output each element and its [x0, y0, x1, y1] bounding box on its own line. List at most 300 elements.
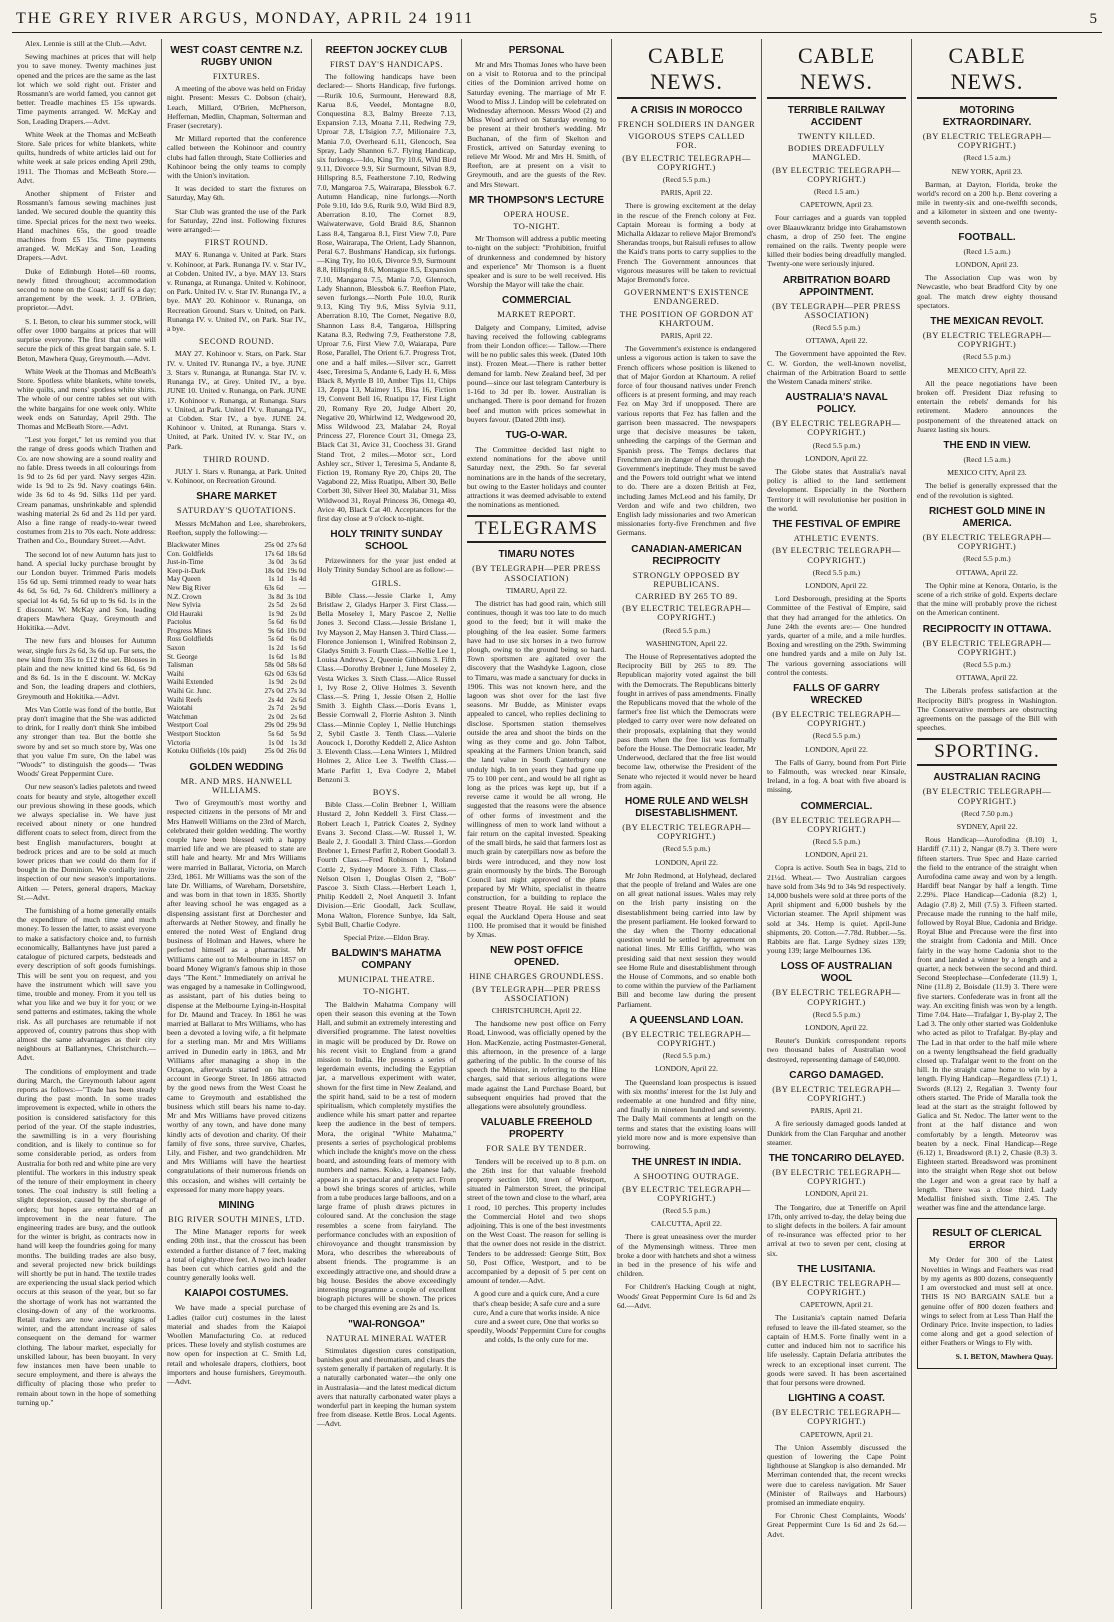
lusitania-credit: (BY ELECTRIC TELEGRAPH—COPYRIGHT.)	[772, 1277, 901, 1298]
homerule-credit: (BY ELECTRIC TELEGRAPH—COPYRIGHT.)	[622, 822, 751, 842]
reciprocity-body: The House of Representatives adopted the Reciprocity Bill by 265 to 89. The Republican majority voted against the bill with the Democrats. The Republicans bitterly fought in arrives of pass amendments. Finally the Republicans moved that the whole of the farmer's free list which the Democrats were pledged to carry over were now defeated on their proposals, explaining that they would pass them when the free list was formally before the House. The Democratic leader, Mr Underwood, declared that the free list would become law, otherwise the President of the Senate who rejected it would never be heard from again.	[617, 651, 756, 790]
share-row	[167, 661, 306, 670]
share-buyers: 5s 6d	[268, 618, 284, 627]
railway-dateline: CAPETOWN, April 23.	[800, 200, 873, 210]
col1-paragraph: "Lest you forget," let us remind you that the range of dress goods which Trathen and Co. are now showing are a sound reality and no fable. Dress tweeds in all colourings from 1s 9d to 2s 6d per yard. Navy serges 42in. wide 1s 9d to 2s 9d. Navy coatings 64in. wide 3s 6d to 4s 9d. Silks 11d per yard. Cream panamas, unshrinkable and splendid washing material 2s 6d and 2s 11d per yard. Also a fine range of ready-to-wear tweed costumes from 21s to 70s each. Note address: Trathen and Co., Boundary Street.—Advt.	[17, 435, 156, 546]
share-sellers: 6s 0d	[290, 618, 306, 627]
col1-paragraph: The conditions of employment and trade during March, the Greymouth labour agent reports as follows:—"Trade has been steady during the past month. In some trades improvement is expected, while in others the position is considered satisfactory for this period of the year. Of the staple industries, the sawmilling is in a very flourishing condition, and is likely to continue so for some considerable period, as orders from Australia for both red and white pine are very plentiful. The workers in this industry speak of the tenure of their employment in cheery tones. The coal industry is still feeling a slight depression, caused by the shortage of orders; but hopes are entertained of an improvement in the near future. The engineering trades are busy, and the outlook for the winter is bright, as contracts now in hand will keep the foundries going for many months. The building trades are also busy, and several projected new brick buildings will shortly be put in hand. The textile trades are experiencing the usual slack period which occurs at this season of the year, but so far the shortage of work has not warranted the closing-down of any of the workrooms. Retail traders are now awaiting signs of winter, and the attendant increase of sales consequent on the demand for warmer clothing. The labour market, especially for unskilled labour, has been buoyant. In very few instances men have been unable to secure employment, and there is always the difficulty of placing those who prefer to remain about town in the hope of something turning up."	[17, 1066, 156, 1407]
clerical-body: My Order for 300 of the Latest Novelties in Wings and Feathers was read by my agents as 800 dozens, consequently I am overstocked and must sell at once. THIS IS NO BARGAIN SALE but a genuine offer of 800 dozen feathers and wings to select from at Less Than Half the Ordinary Price. Invite inspection, to ladies come along and get a good selection of either Feathers or Wings to Fly with.	[921, 1255, 1053, 1348]
festival-rec: (Recd 5.5 p.m.)	[812, 567, 861, 577]
lusitania-heading: THE LUSITANIA.	[797, 1263, 876, 1275]
share-name: Waiotahi	[167, 704, 193, 713]
share-name: Keep-it-Dark	[167, 566, 206, 575]
col1-paragraph: The second lot of new Autumn hats just to hand. A special lucky purchase brought by our London buyer. Trimmed Paris models 15s 6d up. Semi trimmed ready to wear hats 4s 6d, 5s 6d, 7s 6d. Children's millinery a special lot 4s 6d, 5s 6d up to 9s 6d. 1s in the £ discount. W. McKay and Son, leading drapers Mawhera Quay, Greymouth and Hokitika.—Advt.	[17, 549, 156, 633]
share-row	[167, 584, 306, 593]
wairongoa-sub: NATURAL MINERAL WATER	[326, 1332, 447, 1343]
postoffice-body: The handsome new post office on Ferry Road, Linwood, was officially opened by the Hon. MacKenzie, acting Postmaster-General, this afternoon, in the presence of a large gathering of the public. In the course of his speech the Minister, in referring to the Hine charges, said that serious allegations were made against the Land Purchase Board, but subsequent enquiries had proved that the allegations were absolutely groundless.	[467, 1019, 606, 1112]
tugofwar-body: The Committee decided last night to extend nominations for the above until Saturday next, the 29th. So far several nominations are in the hands of the secretary, but owing to the Easter holidays and counter attractions it was deemed advisable to extend the nominations as mentioned.	[467, 444, 606, 510]
naval-heading: AUSTRALIA'S NAVAL POLICY.	[785, 392, 888, 416]
share-buyers: 1s 0d	[268, 738, 284, 747]
mining-body: The Mine Manager reports for week ending 20th inst., that the crosscut has been extended a further distance of 7 feet, making a total of eighty-three feet. A two inch leader has been cut which carries gold and the country generally looks well.	[167, 1227, 306, 1283]
col1-paragraph: White Week at the Thomas and McBeath's Store. Spotless white blankets, white towels, white quilts, and mens' spotless white shirts. The whole of our centre tables set out with the white bargains for one week only. White week ends on Saturday, April 29th. The Thomas and McBeath Store.—Advt.	[17, 366, 156, 431]
racing-credit: (BY ELECTRIC TELEGRAPH—COPYRIGHT.)	[922, 786, 1052, 806]
share-sellers: 2s 6d	[290, 601, 306, 610]
share-buyers: 3s 0d	[268, 558, 284, 567]
cargo-body: A fire seriously damaged goods landed at Dunkirk from the Clan Farquhar and another steamer.	[767, 1119, 906, 1147]
war-end-dateline: MEXICO CITY, April 23.	[947, 468, 1027, 478]
share-name: Kotuku Oilfields (10s paid)	[167, 747, 247, 756]
col1-paragraph: Mrs Van Cottle was fond of the bottle, But pray don't imagine that the She was addicted to drink, for I really don't think She imbibed any stronger than tea. But the bottle she swore by and set so much store by, Was one that you value I'm sure, On the label was "Woods'" to distinguish the goods— 'Twas Woods' Great Peppermint Cure.	[17, 704, 156, 779]
gold-body: The Ophir mine at Kenora, Ontario, is the scene of a rich strike of gold. Experts declare that the mine will probably prove the richest on the American continent.	[917, 580, 1057, 618]
rugby-round1: FIRST ROUND.	[204, 237, 269, 248]
share-row	[167, 541, 306, 550]
garry-body: The Falls of Garry, bound from Port Pirie to Falmouth, was wrecked near Kinsale, Ireland, in a fog. A boat with five aboard is missing.	[767, 757, 906, 795]
school-boys-body: Bible Class.—Colin Brebner 1, William Hustard 2, John Keddell 3. First Class.—Robert Leach 1, Patrick Coates 2, Sydney Evans 3. Second Class.—W. Russel 1, W. Beale 2, J. Goodall 3. Third Class.—Gordon Brebner 1, Ernest Parfitt 2, Robert Goodall 3. Fourth Class.—Fred Robinson 1, Roland Cottle 2, Sydney Moore 3. Fifth Class.—Nelson Olsen 1, Douglas Olsen 2, "Bob" Pascoe 3. Sixth Class.—Herbert Leach 1, Philip Keddell 2, Noel Anquetil 3. Infant Division.—Eric Goodall, Jack Scullaw, Mona Walton, Florence Sunbye, Ida Salt, Sybil Bull, Charlie Codyre.	[317, 800, 456, 929]
racing-rec: (Recd 7.50 p.m.)	[961, 808, 1013, 818]
share-buyers: 29s 0d	[264, 721, 284, 730]
thompson-sub: OPERA HOUSE.	[503, 208, 570, 219]
col1-paragraph: The new furs and blouses for Autumn wear, single furs 2s 6d, 3s 6d up. Fur sets, the new kind from 35s to £12 the set. Blouses in plain and the new knitted kind 6s 6d, 6s 9d and 8s 6d. 1s in the £ discount. W. McKay and Son, the leading drapers and clothiers, Greymouth and Hokitika.—Advt.	[17, 636, 156, 701]
recip-credit: (BY ELECTRIC TELEGRAPH—COPYRIGHT.)	[922, 637, 1052, 657]
commercial2-heading: COMMERCIAL.	[800, 800, 873, 812]
school-girls: GIRLS.	[371, 577, 402, 588]
share-sellers: 1s 4d	[290, 575, 306, 584]
queensland-body: The Queensland loan prospectus is issued with six months' interest for the 1st July and redeemable at one hundred and fifty nine, and finally in nineteen hundred and seventy. The Daily Mail comments at length on the terms and states that the existing loans will yield more now and is more expensive than borrowing.	[617, 1077, 756, 1152]
share-name: Waihi Extended	[167, 678, 213, 687]
postoffice-sub: HINE CHARGES GROUNDLESS.	[469, 971, 604, 982]
naval-dateline: LONDON, April 22.	[805, 453, 868, 463]
share-sellers: 3s 10d	[287, 592, 306, 601]
baldwin-sub2: TO-NIGHT.	[363, 986, 410, 997]
share-row	[167, 610, 306, 619]
share-row	[167, 670, 306, 679]
wairongoa-heading: "WAI-RONGOA"	[348, 1318, 425, 1330]
cargo-dateline: PARIS, April 21.	[810, 1106, 863, 1116]
garry-rec: (Recd 5.5 p.m.)	[812, 731, 861, 741]
share-buyers: 1s 9d	[268, 609, 284, 618]
arbitration-credit: (BY TELEGRAPH—PER PRESS ASSOCIATION)	[772, 300, 901, 320]
morocco-sub2: VIGOROUS STEPS CALLED FOR.	[628, 131, 745, 151]
arbitration-body: The Government have appointed the Rev. C. W. Gordon, the well-known novelist, chairman of the Arbitration Board to settle the Western Canada miners' strike.	[767, 349, 906, 387]
share-sellers: 2s 0d	[290, 609, 306, 618]
share-buyers: 2s 7d	[268, 704, 284, 713]
rugby-para2: Mr Millard reported that the conference called between the Kohinoor and country clubs had fallen through, State Collieries and Kohinoor being the only teams to comply with the Union's invitation.	[167, 134, 306, 181]
share-sellers: 3s 6d	[290, 558, 306, 567]
festival-heading: THE FESTIVAL OF EMPIRE	[772, 519, 901, 531]
toncariro-heading: THE TONCARIRO DELAYED.	[768, 1153, 905, 1165]
share-buyers: 2s 0d	[268, 712, 284, 721]
school-girls-body: Bible Class.—Jessie Clarke 1, Amy Bristlaw 2, Gladys Harper 3. First Class.—Bella Moseley 1, Mary Pascoe 2, Nellie Jones 3. Second Class.—Jessie Brislane 1, Ivy Mayson 2, May Hansen 3. Third Class.—Florence Jonienson 1, Winifred Robinson 2, Gladys Smith 3. Fourth Class.—Nellie Lee 1, Louisa Andrews 2, Queenie Gibbons 3. Fifth Class.—Dorothy Brebner 1, June Moseley 2, Vesta Wickes 3. Sixth Class.—Alice Russel 1, Ivy Rose 2, Olive Holmes 3. Seventh Class.—S. Pring 1, Jessie Olsen 2, Hollie Smith 3. Eighth Class.—Doris Evans 1, Bessie Cornwall 2, Florrie Ashton 3. Ninth Class.—Minnie Copley 1, Nellie Hutchings 2, Sybil Castle 3. Tenth Class.—Valerie Aoucock 1, Dorothy Keddell 2, Alice Ashton 3. Eleventh Class.—Lena Winters 1, Mildred Holmes 2, Alice Lee 3. Twelfth Class.—Marie Parfitt 1, Eva Codyre 2, Mabel Benzoni 3.	[317, 590, 456, 784]
mining-sub: BIG RIVER SOUTH MINES, LTD.	[168, 1213, 305, 1224]
share-buyers: 1s 1d	[268, 575, 284, 584]
telegrams-credit: (BY TELEGRAPH—PER PRESS ASSOCIATION)	[472, 563, 601, 583]
rugby-round2: SECOND ROUND.	[199, 336, 274, 347]
share-name: Waihi Reefs	[167, 695, 203, 704]
school-intro: Prizewinners for the year just ended at Holy Trinity Sunday School are as follow:—	[317, 556, 456, 575]
share-buyers: 1s 6d	[268, 652, 284, 661]
telegrams-body: The district has had good rain, which still continues, though it was too late to do much good to the feed; but it will make the ploughing of the lea easier. Some farmers have had to use six horses in a two furrow plough, owing to the ground being so hard. Town sportsmen are agitated over the discovery that the Washdyke Lagoon, close to Timaru, was made a sanctuary for ducks in 1906. This was not known here, and the lagoon was shot over for the last five seasons. Mr Budde, as Minister evaps appealed to cancel, who replies declining to disclose. Sportsmen station themselves outside the area and shoot the birds on the wing as they come and go. John Talbot, speaking at the Farmers Union branch, said the land value in South Canterbury one unduly high. In ten years they had gone up 75 to 100 per cent., and would be all right as long as the prices was kept up, but if a reverse came it would be all wrong. He suggested that the reasons were the absence of other forms of investment and the willingness of men to work land without a fair return on the capital invested. Speaking of the small birds, he said that farmers lost as much grain by caterpillars now as before the birds were introduced, and they now lost grain enormously by the birds. The Borough Council last night approved of the plans prepared by Mr White, specialist in theatre construction, for a building to replace the present Theatre Royal. He said it would equal the Auckland Opera House and seat 1100. He promised that it would be finished by Xmas.	[467, 598, 606, 940]
share-name: Westport Coal	[167, 721, 209, 730]
rugby-heading: WEST COAST CENTRE N.Z. RUGBY UNION	[170, 45, 303, 68]
gold-rec: (Recd 5.5 p.m.)	[963, 554, 1011, 564]
railway-credit: (BY ELECTRIC TELEGRAPH—COPYRIGHT.)	[772, 164, 901, 184]
naval-body: The Globe states that Australia's naval policy is allied to the land settlement development. Especially in the Northern Territory it will revolutionise her position in the world.	[767, 467, 906, 513]
share-sellers: 1s 6d	[290, 644, 306, 653]
share-sellers: 63s 6d	[287, 669, 306, 678]
toncariro-credit: (BY ELECTRIC TELEGRAPH—COPYRIGHT.)	[772, 1167, 901, 1187]
share-buyers: 27s 0d	[264, 687, 284, 696]
share-sellers: 27s 3d	[287, 687, 306, 696]
col5-ad: For Children's Hacking Cough at night, Woods' Great Peppermint Cure 1s 6d and 2s 6d.—Advt.	[617, 1282, 756, 1310]
war-end-heading: THE END IN VIEW.	[943, 440, 1031, 452]
share-row	[167, 567, 306, 576]
motoring-rec: (Recd 1.5 a.m.)	[963, 153, 1011, 163]
reciprocity-sub: STRONGLY OPPOSED BY REPUBLICANS.	[632, 569, 741, 589]
share-buyers: 63s 6d	[264, 583, 284, 592]
rugby-fixtures1: MAY 6. Runanga v. United at Park. Stars v. Kohinoor, at Park. Runanga IV. v. Star IV., at Cobden. United IV., a bye. MAY 13. Stars v. Runanga, at Runanga. United v. Kohinoor, on Park. United IV. v. Star IV. Runanga IV., a bye. MAY 20. Kohinoor v. Runanga, on Recreation Ground. Stars v. United, on Park. Runanga IV. v. United IV., on Park. Star IV., a bye.	[167, 250, 306, 334]
festival-dateline: LONDON, April 22.	[805, 580, 868, 590]
commercial2-credit: (BY ELECTRIC TELEGRAPH—COPYRIGHT.)	[772, 814, 901, 834]
mexican-heading: THE MEXICAN REVOLT.	[930, 316, 1044, 328]
personal-heading: PERSONAL	[508, 45, 565, 56]
telegrams-heading: TELEGRAMS	[467, 515, 606, 543]
motoring-credit: (BY ELECTRIC TELEGRAPH—COPYRIGHT.)	[922, 131, 1052, 151]
wool-heading: LOSS OF AUSTRALIAN WOOL	[780, 961, 893, 985]
col1-paragraph: Sewing machines at prices that will help you to save money. Twenty machines just opened and the prices are the same as the last lot which we sold right out. Frister and Rossmann's are world famed, you cannot get better. Treadle machines £5 15s upwards. Time payments arranged. W. McKay and Son, Leading Drapers.—Advt.	[17, 52, 156, 126]
col1-paragraph: The furnishing of a home generally entails the expenditure of much time and much money. To lessen the latter, to assist everyone to make a satisfactory choice and, to furnish economically, Ballantynes have just pared a catalogue of pictured carpets, bedsteads and every description of soft goods furnishings. This will be sent you on request, and you have the instrument which will save you time, trouble and money. From it you tell us what you like and we buy it for you; or we send patterns and estimates, taking the whole risk. As all purchases are returnable if not approved of, country patrons thus shop with almost the same advantages as their city neighbours at Ballantynes, Christchurch.—Advt.	[17, 906, 156, 1063]
share-row	[167, 644, 306, 653]
railway-heading: TERRIBLE RAILWAY ACCIDENT	[787, 105, 886, 128]
telegrams-sub: TIMARU NOTES	[498, 549, 575, 561]
share-row	[167, 687, 306, 696]
share-row	[167, 678, 306, 687]
share-row	[167, 713, 306, 722]
football-dateline: LONDON, April 23.	[955, 260, 1019, 270]
telegrams-dateline: TIMARU, April 22.	[506, 585, 567, 595]
gold-heading: RICHEST GOLD MINE IN AMERICA.	[928, 505, 1046, 529]
recip-dateline: OTTAWA, April 22.	[956, 673, 1018, 683]
col1-paragraph: Another shipment of Frister and Rossmann's famous sewing machines just landed. We secured double the quantity this time. Special prices for the next two weeks. Hand machines 65s, the good treadle machines from £5 15s. Time payments arranged. W. McKay and Son, Leading Drapers.—Advt.	[17, 189, 156, 263]
share-name: Con. Goldfields	[167, 549, 213, 558]
mexican-rec: (Recd 5.5 p.m.)	[963, 352, 1011, 362]
reciprocity-rec: (Recd 5.5 p.m.)	[662, 625, 711, 635]
football-rec: (Recd 1.5 a.m.)	[963, 246, 1011, 256]
freehold-heading: VALUABLE FREEHOLD PROPERTY	[480, 1117, 593, 1141]
share-name: Victoria	[167, 738, 191, 747]
jockey-sub: FIRST DAY'S HANDICAPS.	[330, 59, 443, 69]
recip-body: The Liberals profess satisfaction at the Reciprocity Bill's progress in Washington. The Conservative members are obstructing agreements on the passage of the Bill with speeches.	[917, 686, 1057, 733]
wool-rec: (Recd 5.5 p.m.)	[812, 1009, 861, 1019]
cargo-credit: (BY ELECTRIC TELEGRAPH—COPYRIGHT.)	[772, 1083, 901, 1104]
share-buyers: 18s 0d	[264, 566, 284, 575]
motoring-body: Barman, at Dayton, Florida, broke the world's record on a 200 h.p. Benz covering a mile in twenty-six and one-twelfth seconds, and a kilometer in sixteen and one twenty-seventh seconds.	[917, 179, 1057, 226]
postoffice-heading: NEW POST OFFICE OPENED.	[490, 945, 583, 969]
share-buyers: 2s 5d	[268, 601, 284, 610]
football-body: The Association Cup was won by Newcastle, who beat Bradford City by one goal. The match drew eighty thousand spectators.	[917, 273, 1057, 310]
garry-credit: (BY ELECTRIC TELEGRAPH—COPYRIGHT.)	[772, 708, 901, 729]
clerical-signature: S. I. BETON, Mawhera Quay.	[955, 1351, 1053, 1361]
wedding-body: Two of Greymouth's most worthy and respected citizens in the persons of Mr and Mrs Hanwell Williams on the 23rd of March, celebrated their golden wedding. The worthy couple have been blessed with a happy married life and we are pleased to state are still hale and hearty. Mr and Mrs Williams were married in Ballarat, Victoria, on March 23rd, 1861. Mr Williams was the son of the late Dr. Williams, of Wareham, Dorsetshire, and was born in that town in 1835. Shortly after leaving school he was engaged as a dispensing assistant first at Dorchester and afterwards at Nether Stowey, and finally he entered the noted West of England drug business of Holman and Hawes, where he perfected himself as a pharmacist. Mr Williams came out to Melbourne in 1857 on board Money Wigram's famous ship in those days "The Kent." Immediately on arrival he was engaged by a namesake in Collingwood, as assistant, part of his duties being to dispense at the Melbourne Lying-in-Hospital for Dr. Maund and Tracey. In 1861 he was married at Ballarat to Mrs Williams, who has been a devoted a loving wife, a fit helpmate for a sterling man. Mr and Mrs Williams arrived in Dunedin early in 1863, and Mr Williams after managing a shop in the Octagon, afterwards started on his own account in George Street. In 1866 attracted by the good news from the West Coast he came to Greymouth and established the business which still bears his name to-day. Mr and Mrs Williams have proved citizens worthy of any town, and have done many kindly acts of devotion and charity. Of their family of five sons, three survive, Charles, Lily, and Fisher, and two grandchildren. Mr and Mrs Williams will have the heartiest congratulations of their numerous friends on this occasion, and wishes will certainly be expressed for many more happy years.	[167, 798, 306, 1194]
india-sub: A SHOOTING OUTRAGE.	[633, 1171, 740, 1182]
kaiapoi-body: We have made a special purchase of Ladies (tailor cut) costumes in the latest material and shades from the Kaiapoi Woollen Manufacturing Co. at reduced prices. These lovely and stylish costumes are now open for inspection at C. Smith Ld, retail and wholesale drapers, clothiers, boot importers and house furnishers, Greymouth.—Advt.	[167, 1303, 306, 1386]
arbitration-heading: ARBITRATION BOARD APPOINTMENT.	[782, 274, 891, 298]
homerule-heading: HOME RULE AND WELSH DISESTABLISHMENT.	[625, 796, 748, 819]
share-name: Waihi	[167, 669, 184, 678]
share-row	[167, 618, 306, 627]
mining-heading: MINING	[218, 1199, 255, 1211]
columns	[12, 39, 1102, 1609]
commercial2-dateline: LONDON, April 21.	[805, 850, 868, 860]
wool-credit: (BY ELECTRIC TELEGRAPH—COPYRIGHT.)	[772, 987, 901, 1007]
share-sellers: 6s 0d	[290, 635, 306, 644]
mexican-credit: (BY ELECTRIC TELEGRAPH—COPYRIGHT.)	[922, 330, 1052, 350]
share-name: Old Hauraki	[167, 609, 203, 618]
india-body: There is great uneasiness over the murder of the Mymensingh witness. Three men broke a door with hatchets and shot a witness in bed in the presence of his wife and children.	[617, 1232, 756, 1279]
share-buyers: 5s 6d	[268, 730, 284, 738]
queensland-rec: (Recd 5.5 p.m.)	[662, 1051, 711, 1061]
share-row	[167, 704, 306, 713]
share-row	[167, 575, 306, 584]
share-name: Watchman	[167, 712, 198, 721]
reciprocity-credit: (BY ELECTRIC TELEGRAPH—COPYRIGHT.)	[622, 603, 751, 623]
naval-credit: (BY ELECTRIC TELEGRAPH—COPYRIGHT.)	[772, 418, 901, 438]
clerical-heading: RESULT OF CLERICAL ERROR	[932, 1228, 1042, 1252]
racing-heading: AUSTRALIAN RACING	[933, 772, 1041, 784]
share-buyers: 17s 6d	[264, 549, 284, 558]
wedding-sub: MR. AND MRS. HANWELL WILLIAMS.	[180, 775, 293, 795]
queensland-dateline: LONDON, April 22.	[655, 1064, 718, 1074]
tugofwar-heading: TUG-O-WAR.	[505, 429, 568, 441]
share-row	[167, 627, 306, 636]
govt-dateline: PARIS, April 22.	[660, 331, 713, 341]
column-4	[462, 39, 612, 1609]
mexican-body: All the peace negotiations have been broken off. President Diaz refusing to entertain the rebels' demands for his retirement. Madero announces the postponement of the threatened attack on Juarez lasting six hours.	[917, 378, 1057, 434]
share-sellers: 29s 9d	[287, 721, 306, 730]
coast-credit: (BY ELECTRIC TELEGRAPH—COPYRIGHT.)	[772, 1407, 901, 1427]
rugby-sub: FIXTURES.	[212, 71, 261, 81]
column-1	[12, 39, 162, 1609]
football-heading: FOOTBALL.	[958, 231, 1016, 243]
coast-dateline: CAPETOWN, April 21.	[800, 1429, 873, 1439]
share-sellers: 19s 0d	[287, 566, 306, 575]
freehold-sub: FOR SALE BY TENDER.	[486, 1143, 587, 1154]
baldwin-heading: BALDWIN'S MAHATMA COMPANY	[331, 948, 442, 972]
garry-heading: FALLS OF GARRY WRECKED	[793, 682, 880, 706]
verse: A good cure and a quick cure, And a cure that's cheap beside; A safe cure and a sure cure, And a cure that works inside. A nice cure and a sweet cure, One that works so speedily, Woods' Peppermint Cure for coughs and colds, Is the only cure for me.	[467, 1289, 606, 1345]
baldwin-body: The Baldwin Mahatma Company will open their season this evening at the Town Hall, and submit an extremely interesting and diversified programme. The latest novelties in magic will be produced by Dr. Rowe on his recent visit to England from a grand mission to India. He presents a series of legerdemain events, including the Egyptian jar, a marvellous experiment with water, shown for the first time in New Zealand, and the spirit hand, said to be a test of modern spiritualism, which completely mystifies the audience while his smart patter and repartee keep the audience in the best of tempers. Mora, the original "White Mahatma," presents a series of psychological problems which include the knight's move on the chess board, and astounding feats of memory with numbers and names. Koko, a Japanese lady, appears in a spectacular and pretty act. From a bowl she brings scores of articles, while from a tube produces large balloons, and on a large frame of plush draws pictures in coloured sand. At the conclusion the stage resembles a scene from fairyland. The performance concludes with an exposition of chirovoyance and thought transmission by Mora, who describes the whereabouts of absent friends. The programme is an exceedingly attractive one, and should draw a big house. Besides the above exceedingly interesting programme a couple of excellent biograph pictures will be shown. The prices to be charged this evening are 2s and 1s.	[317, 999, 456, 1313]
commercial2-body: Copra is active. South Sea in bags, 21d to 21½d. Wheat.— Two Australian cargoes have sold from 34s 9d to 34s 9d respectively. 14,000 bushels were sold at three ports of the April shipment and 6,000 bushels by the Victorian steamer. The April shipment was sold at 34s. Hemp is quiet. April-June shipments, 20. Cotton.—7.78d. Rubber.—5s. Rabbits are flat. Large Sydney sizes 139; young 139; large Melbournes 136.	[767, 863, 906, 956]
share-sellers: 18s 6d	[287, 549, 306, 558]
share-sellers: 27s 6d	[287, 540, 306, 549]
rugby-para3: It was decided to start the fixtures on Saturday, May 6th.	[167, 184, 306, 203]
wedding-heading: GOLDEN WEDDING	[189, 761, 284, 773]
kaiapoi-heading: KAIAPOI COSTUMES.	[184, 1288, 289, 1300]
school-heading: HOLY TRINITY SUNDAY SCHOOL	[330, 529, 443, 553]
share-buyers: 9s 6d	[268, 626, 284, 635]
festival-credit: (BY ELECTRIC TELEGRAPH—COPYRIGHT.)	[772, 545, 901, 565]
arbitration-rec: (Recd 5.5 p.m.)	[812, 323, 861, 333]
share-name: Progress Mines	[167, 626, 212, 635]
share-sellers: 5s 9d	[290, 730, 306, 738]
share-name: Just-in-Time	[167, 558, 204, 567]
motoring-heading: MOTORING EXTRAORDINARY.	[942, 105, 1032, 128]
share-sellers: 1s 8d	[290, 652, 306, 661]
india-heading: THE UNREST IN INDIA.	[631, 1157, 742, 1169]
share-sellers: 2s 0d	[290, 678, 306, 687]
freehold-body: Tenders will be received up to 8 p.m. on the 26th inst for that valuable freehold property section 100, town of Westport, situated in Palmerston Street, the principal street of the town and close to the wharf, area 1 rood, 10 perches. This property includes the Commercial Hotel and two shops adjoining. This is one of the best investments on the West Coast. The reason for selling is that the owner does not reside in the district. Tenders to be addressed: George Stitt, Box 50, Post Office, Westport, and to be accompanied by a deposit of 5 per cent on amount of tender.—Advt.	[467, 1156, 606, 1286]
gold-credit: (BY ELECTRIC TELEGRAPH—COPYRIGHT.)	[922, 531, 1052, 552]
postoffice-credit: (BY TELEGRAPH—PER PRESS ASSOCIATION)	[472, 983, 601, 1003]
cargo-heading: CARGO DAMAGED.	[789, 1069, 884, 1081]
homerule-rec: (Recd 5.5 p.m.)	[662, 844, 711, 854]
motoring-dateline: NEW YORK, April 23.	[951, 166, 1023, 176]
share-sellers: 26s 0d	[287, 747, 306, 756]
share-sellers: —	[298, 583, 306, 592]
govt-body: The Government's existence is endangered unless a vigorous action is taken to save the French officers whose position is likened to that of Major Gordon at Khartoum. A relief force of four thousand natives under French officers is at present forming, and may reach Fez on May 3rd if unopposed. There are various reports that Fez has fallen and the garrison been massacred. The newspapers urge that decisive measures be taken, unheeding the carpings of the German and Spanish press. The Temps declares that Frenchmen are in danger of death through the Government's ineptitude. They must be saved and the Powers told outright what we intend to do. There are a dozen British at Fez, including James McLeod and his family, Dr Verdon and wife and two children, two English lady missionaries and two American missionaries forty-five Frenchmen and five Germans.	[617, 344, 756, 538]
india-rec: (Recd 5.5 p.m.)	[662, 1205, 711, 1215]
govt-heading: GOVERNMENT'S EXISTENCE ENDANGERED.	[623, 287, 750, 307]
railway-rec: (Recd 1.5 am.)	[813, 187, 860, 197]
cable-news-heading-1: CABLE NEWS.	[617, 43, 756, 99]
share-name: Pactolus	[167, 618, 192, 627]
col1-paragraph: Duke of Edinburgh Hotel—60 rooms, newly fitted throughout; accommodation second to none on the Coast; tariff 6s a day; arrangement by the week. J. J. O'Brien, proprietor.—Advt.	[17, 266, 156, 313]
racing-body: Rous Handicap—Aurofodina (8.10) 1, Hardiff (7.11) 2, Nangar (8.7) 3. There were fifteen starters. True Spec and Haze carried the field to the entrance of the straight when Aurofodina came away and won by a length. Hardiff beat Nangar by half a length. Time 2.29¾. Place Handicap—Cadonia (8.2) 1, Adagio (7.8) 2, Mill (7.5) 3. Fifteen started. Precause made the running to the half mile, followed by Royal Blue, Cadonia and Bridge. Royal Blue and Precause were the first into the straight from Cadonia and Mill. Once fairly in the way home Cadonia shot to the front and landed a winner by a length and a quarter, a neck between the second and third. Second Steeplechase—Confederate (11.9) 1, Nine (11.8) 2, Boisdale (11.9) 3. There were five starters. Confederate was in front all the way. An exciting finish was won by a length. Time 7.04. Hate—Trafalgar 1, By-play 2, The Lad 3. The only other started was Goldenluke who acted as pilot to Trafalgar. By-play and The Lad in that order to the half mile where on a twenty lengthsahead the field gradually closed up. Trafalgar went to the front on the hill. In the straight came home to win by a length. Flying Handicap—Regardless (7.1) 1, Swords (8.12) 2, Regalian 3. Twenty four others started. The Pride of Maralla took the lead at the start as the straight followed by Galica and St. Nedoc. The latter went to the front at the half distance and won comfortably by a length. Meteorov was beaten by a neck. Final Handicap—Rege (6.12) 1, Breadsword (8.1) 2, Chasie (8.3) 3. Eighteen started. Breadsword was prominent into the straight when Rege shot out below the Leger and won a great race by half a length. There was a close third. Lady Medallist finished sixth. Time 2.45. The weather was fine and the attendance large.	[917, 835, 1057, 1213]
column-2	[162, 39, 312, 1609]
share-row	[167, 558, 306, 567]
toncariro-body: The Tongariro, due at Teneriffe on April 17th, only arrived to-day, the delay being due to slight defects in the boilers. A fair amount of re-insurance was effected prior to her arrival at two to seven per cent, closing at six.	[767, 1202, 906, 1258]
share-row	[167, 721, 306, 730]
share-name: Saxon	[167, 644, 185, 653]
share-sellers: 10s 0d	[287, 626, 306, 635]
share-row	[167, 653, 306, 662]
festival-sub: ATHLETIC EVENTS.	[793, 533, 880, 544]
share-row	[167, 730, 306, 739]
wool-dateline: LONDON, April 22.	[805, 1023, 868, 1033]
rugby-round3: THIRD ROUND.	[203, 453, 270, 464]
postoffice-dateline: CHRISTCHURCH, April 22.	[491, 1006, 582, 1016]
share-buyers: 25s 0d	[264, 540, 284, 549]
share-name: St. George	[167, 652, 198, 661]
morocco-body: There is growing excitement at the delay in the rescue of the French colony at Fez. Captain Moreau is forming a body at Michalla Aldazar to relieve Major Bremond's Sherandas troops, but Raisuli refuses to allow the Kaid's trans ports to carry supplies to the French The Government announces that vigorous measures will be taken to revictual Major Bremond's force.	[617, 201, 756, 285]
morocco-rec: (Recd 5.5 p.m.)	[662, 175, 711, 185]
share-name: Westport Stockton	[167, 730, 221, 738]
recip-rec: (Recd 5.5 p.m.)	[963, 659, 1011, 669]
share-row	[167, 550, 306, 559]
col1-paragraph: White Week at the Thomas and McBeath Store. Sale prices for white blankets, white quilts, hundreds of white articles laid out for white week at sale prices ending April 29th, 1911. The Thomas and McBeath Store.—Advt.	[17, 129, 156, 185]
queensland-credit: (BY ELECTRIC TELEGRAPH—COPYRIGHT.)	[622, 1028, 751, 1049]
share-sellers: 2s 6d	[290, 695, 306, 704]
rugby-intro: A meeting of the above was held on Friday night. Present: Messrs C. Dobson (chair), Leach, Millard, O'Brien, McPherson, Heffernan, Medlin, Chapman, Solterman and Fraser (secretary).	[167, 84, 306, 131]
shares-heading: SHARE MARKET	[196, 491, 277, 503]
col1-paragraph: Alex. Lennie is still at the Club.—Advt.	[25, 39, 147, 48]
india-dateline: CALCUTTA, April 22.	[651, 1219, 722, 1229]
toncariro-dateline: LONDON, April 21.	[805, 1189, 868, 1199]
garry-dateline: LONDON, April 22.	[805, 744, 868, 754]
lusitania-body: The Lusitania's captain named Defaria refused to leave the ill-fated steamer, so the captain of H.M.S. Forte finally went in a cutter and induced him not to sacrifice his life uselessly. Captain Defaria attributes the wreck to an exceptional inset current. The goods were saved. It has been ascertained that four persons were drowned.	[767, 1313, 906, 1387]
col1-paragraph: S. I. Beton, to clear his summer stock, will offer over 1000 bargains at prices that will surprise everyone. The first that come will secure the pick of this great bargain sale. S. I. Beton, Mawhera Quay, Greymouth.—Advt.	[17, 316, 156, 363]
rugby-para4: Star Club was granted the use of the Park for Saturday, 22nd inst. Following fixtures were arranged:—	[167, 206, 306, 235]
share-name: New Big River	[167, 583, 211, 592]
war-end-body: The belief is generally expressed that the end of the revolution is sighted.	[917, 481, 1057, 500]
morocco-heading: A CRISIS IN MOROCCO	[630, 105, 743, 116]
share-row	[167, 635, 306, 644]
share-buyers: 25s 0d	[264, 747, 284, 756]
column-6	[762, 39, 912, 1609]
school-boys: BOYS.	[372, 787, 401, 798]
recip-heading: RECIPROCITY IN OTTAWA.	[922, 623, 1052, 635]
wairongoa-body: Stimulates digestion cures constipation, banishes gout and rheumatism, and clears the system generally if partaken of regularly. It is a naturally carbonated water—the only one in Australasia—and the latest medical dictum avers that naturally carbonated water plays a wonderful part in keeping the human system free from disease. Kettle Bros. Local Agents.—Advt.	[317, 1345, 456, 1429]
shares-intro: Messrs McMahon and Lee, sharebrokers, Reefton, supply the following:—	[167, 518, 306, 537]
wool-body: Reuter's Dunkirk correspondent reports two thousand bales of Australian wool destroyed, representing damage of £40,000.	[767, 1036, 906, 1064]
share-buyers: 2s 4d	[268, 695, 284, 704]
share-buyers: 1s 9d	[268, 678, 284, 687]
share-sellers: 58s 6d	[287, 661, 306, 670]
rugby-fixtures2: MAY 27. Kohinoor v. Stars, on Park. Star IV. v. United IV. Runanga IV., a bye. JUNE 3. Stars v. Runanga, at Runanga. Star IV. v. Runanga IV., at Grey. United IV., a bye. JUNE 10. United v. Runanga, on Park. JUNE 17. Kohinoor v. Runanga, at Runanga. Stars v. United, at Park. United IV. v. Runanga IV., at Cobden. Star IV., a bye. JUNE 24. Kohinoor v. United, at Runanga. Stars v. United, at Park. United IV. v. Star IV., on Park.	[167, 349, 306, 451]
personal-body: Mr and Mrs Thomas Jones who have been on a visit to Rotorua and to the principal cities of the Dominion arrived home on Saturday evening. The marriage of Mr F. Wood to Miss J. Lindop will be celebrated on Wednesday afternoon. Messrs Wood (2) and Miss Wood arrived on Saturday evening to be present at their brother's wedding. Mr Buchanan, of the firm of Skelton and Frostick, arrived on Saturday evening to relieve Mr Wood. Mr and Mrs H. Smith, of Reefton, are at present on a visit to Greymouth, and are the guests of the Rev. and Mrs Stewart.	[467, 60, 606, 189]
commercial-heading: COMMERCIAL	[502, 295, 571, 307]
share-row	[167, 593, 306, 602]
column-3	[312, 39, 462, 1609]
reciprocity-heading: CANADIAN-AMERICAN RECIPROCITY	[631, 543, 742, 567]
reciprocity-sub2: CARRIED BY 265 TO 89.	[635, 590, 738, 601]
thompson-heading: MR THOMPSON'S LECTURE	[468, 194, 605, 206]
share-buyers: 58s 0d	[264, 661, 284, 670]
clerical-ad	[917, 1218, 1057, 1368]
share-row	[167, 747, 306, 756]
rugby-fixtures3: JULY 1. Stars v. Runanga, at Park. United v. Kohinoor, on Recreation Ground.	[167, 466, 306, 486]
reciprocity-dateline: WASHINGTON, April 22.	[645, 638, 728, 648]
share-table	[167, 541, 306, 756]
page-number: 5	[1089, 11, 1098, 27]
govt-sub: THE POSITION OF GORDON AT KHARTOUM.	[619, 308, 754, 328]
share-name: Blackwater Mines	[167, 540, 220, 549]
share-sellers: 1s 3d	[290, 738, 306, 747]
morocco-credit: (BY ELECTRIC TELEGRAPH—COPYRIGHT.)	[622, 152, 751, 172]
masthead-title: THE GREY RIVER ARGUS, MONDAY, APRIL 24 1911	[16, 10, 475, 27]
col6-ad: For Chronic Chest Complaints, Woods' Great Peppermint Cure 1s 6d and 2s 6d.—Advt.	[767, 1511, 906, 1539]
naval-rec: (Recd 5.5 p.m.)	[812, 440, 861, 450]
shares-sub: SATURDAY'S QUOTATIONS.	[176, 505, 297, 516]
column-5	[612, 39, 762, 1609]
share-name: Talisman	[167, 661, 194, 670]
commercial-sub: MARKET REPORT.	[497, 309, 576, 320]
railway-body: Four carriages and a guards van toppled over Blaauwkrantz bridge into Grahamstown chasm, a drop of 250 feet. The engine remained on the rails. Twenty people were killed their bodies being dreadfully mangled. Twenty-one were seriously injured.	[767, 213, 906, 269]
cable-news-heading-2: CABLE NEWS.	[767, 43, 906, 99]
share-name: N.Z. Crown	[167, 592, 202, 601]
arbitration-dateline: OTTAWA, April 22.	[805, 336, 868, 346]
share-sellers: 2s 9d	[290, 704, 306, 713]
railway-sub2: BODIES DREADFULLY MANGLED.	[787, 143, 886, 163]
morocco-sub: FRENCH SOLDIERS IN DANGER	[617, 119, 756, 129]
coast-heading: LIGHTING A COAST.	[788, 1393, 885, 1405]
homerule-dateline: LONDON, April 22.	[655, 857, 718, 867]
share-buyers: 3s 8d	[268, 592, 284, 601]
commercial2-rec: (Recd 5.5 p.m.)	[812, 836, 861, 846]
festival-body: Lord Desborough, presiding at the Sports Committee of the Festival of Empire, said that they had arranged for the athletics. On June 24th the events are:— One hundred yards, quarter of a mile, and a mile hurdles. Boxing and wrestling on the 29th. Swimming one hundred yards and a mile on July 1st. The various governing associations will control the contests.	[767, 594, 906, 677]
col1-paragraph: Our new season's ladies paletots and tweed coats for beauty and style, altogether excell our previous showing in these goods, which we always specialise in. We have just received about ninety or one hundred different coats to select from, direct from the best English manufacturers, bought at bedrock prices and are to be sold at much lower prices than we could do them for if bought in the Dominion. We cordially invite inspection of our new season's importations. Aitken — Peters, general drapers, Mackay St.—Advt.	[17, 782, 156, 902]
morocco-dateline: PARIS, April 22.	[660, 188, 713, 198]
racing-dateline: SYDNEY, April 22.	[956, 821, 1018, 831]
thompson-sub2: TO-NIGHT.	[513, 221, 560, 232]
gold-dateline: OTTAWA, April 22.	[956, 567, 1018, 577]
share-buyers: 5s 6d	[268, 635, 284, 644]
share-row	[167, 696, 306, 705]
share-buyers: 1s 2d	[268, 644, 284, 653]
railway-sub: TWENTY KILLED.	[797, 131, 876, 141]
commercial-body: Dalgety and Company, Limited, advise having received the following cablegrams from their London office:— Tallow.—There will be no public sales this week. (Dated 10th inst). Frozen Meat.—There is rather better demand for lamb. New Zealand beef, 3d per pound—since our last telegram Canterbury is 1-16d to 3d per lb. lower. Australian is unchanged. There is poor demand for frozen beef and mutton with prices somewhat in buyers favour. (Dated 20th inst).	[467, 322, 606, 424]
share-name: Waihi Gr. Junc.	[167, 687, 212, 696]
column-7	[912, 39, 1062, 1609]
